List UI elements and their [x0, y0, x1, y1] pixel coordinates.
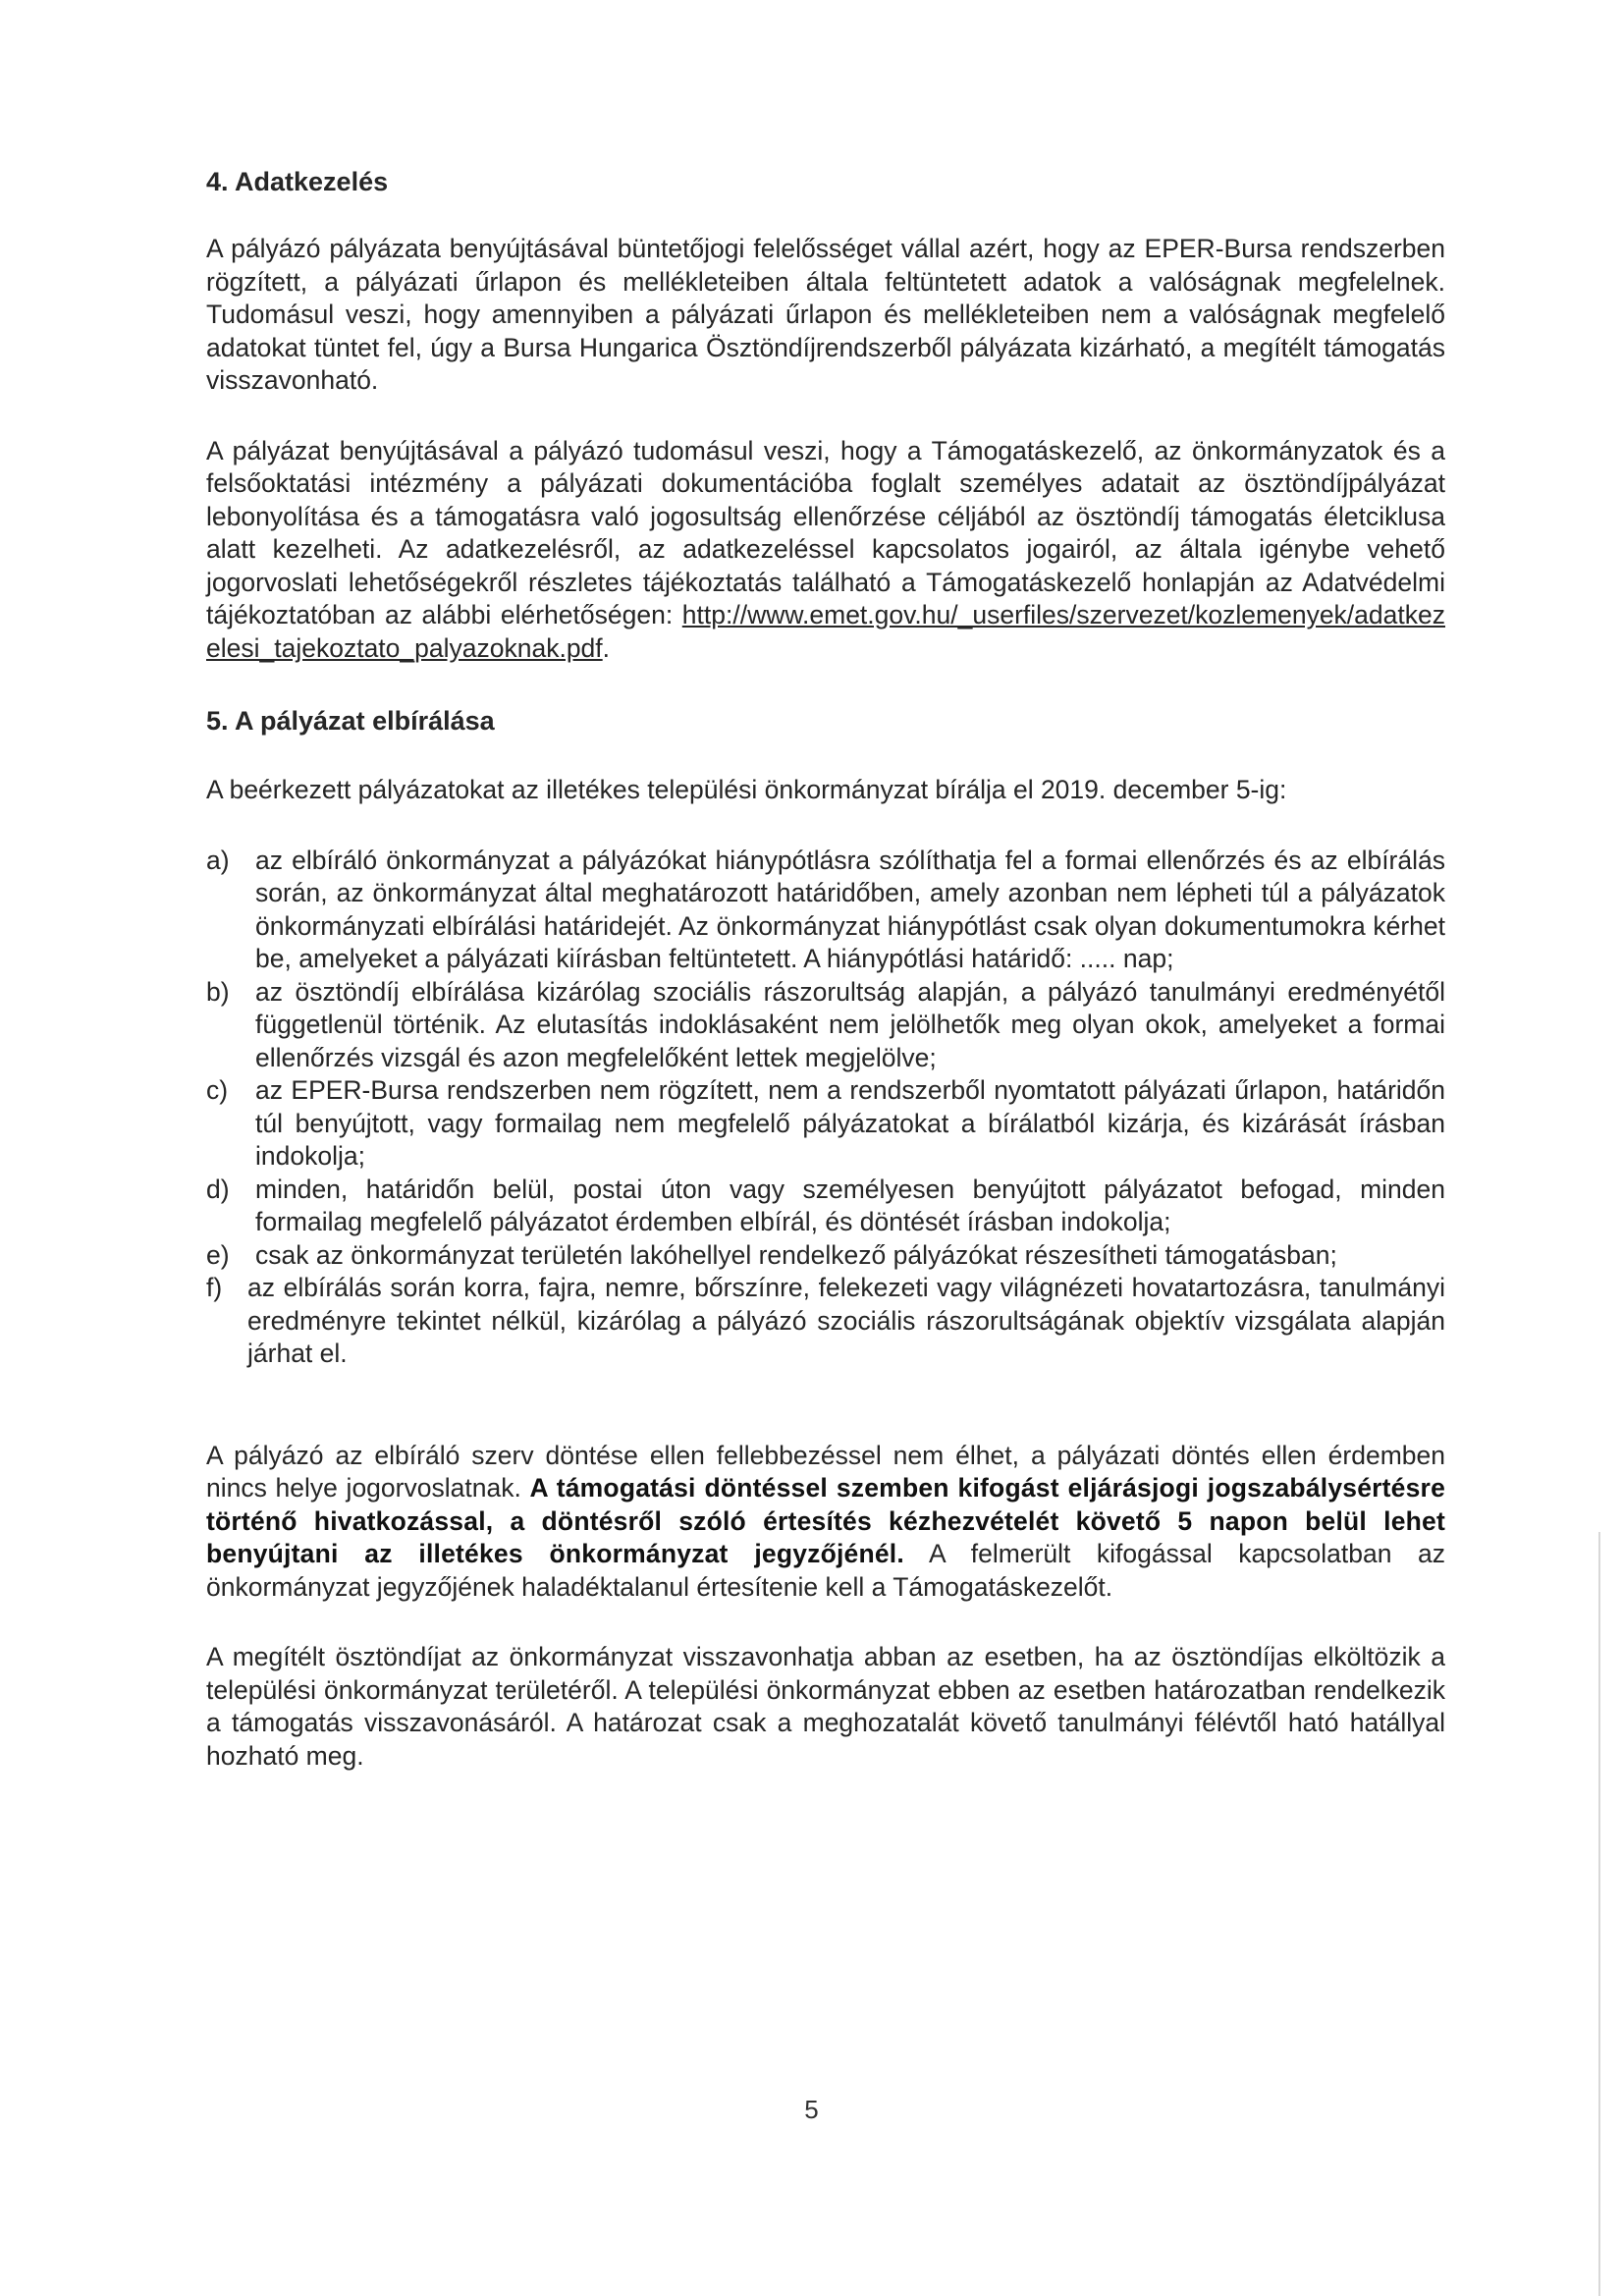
- section-4-paragraph-1: A pályázó pályázata benyújtásával büntetőjogi felelősséget vállal azért, hogy az EPER-Bursa rendszerben rögzített, a pályázati űrlapon és mellékleteiben általa feltüntetett adatok a valóságnak megfelelnek. Tudomásul veszi, hogy amennyiben a pályázati űrlapon és mellékleteiben nem a valóságnak megfelelő adatokat tüntet fel, úgy a Bursa Hungarica Ösztöndíjrendszerből pályázata kizárható, a megítélt támogatás visszavonható.: [206, 234, 1445, 395]
- document-page: [206, 165, 1445, 1773]
- section-4-title: 4. Adatkezelés: [206, 167, 389, 196]
- section-5-title: 5. A pályázat elbírálása: [206, 706, 495, 736]
- evaluation-rules-list: [206, 845, 1445, 1371]
- list-item-label: b): [206, 976, 230, 1007]
- privacy-notice-link[interactable]: http://www.emet.gov.hu/_userfiles/szervezet/kozlemenyek/adatkezelesi_tajekoztato_palyazoknak.pdf: [206, 600, 1445, 663]
- scan-edge-line: [1598, 1532, 1600, 2296]
- list-item: [206, 1174, 1445, 1239]
- list-item: [206, 976, 1445, 1075]
- list-item-label: a): [206, 845, 230, 875]
- list-item-text: csak az önkormányzat területén lakóhellyel rendelkező pályázókat részesítheti támogatásban;: [255, 1239, 1337, 1270]
- list-item-text: az elbíráló önkormányzat a pályázókat hiánypótlásra szólíthatja fel a formai ellenőrzés és az elbírálás során, az önkormányzat által meghatározott határidőben, amely azonban nem lépheti túl a pályázatok önkormányzati elbírálási határidejét. Az önkormányzat hiánypótlást csak olyan dokumentumokra kérhet be, amelyeket a pályázati kiírásban feltüntetett. A hiánypótlási határidő: ..... nap;: [255, 845, 1445, 973]
- list-item-text: az EPER-Bursa rendszerben nem rögzített, nem a rendszerből nyomtatott pályázati űrlapon, határidőn túl benyújtott, vagy formailag nem megfelelő pályázatokat a bírálatból kizárja, és kizárását írásban indokolja;: [255, 1075, 1445, 1171]
- list-item-text: minden, határidőn belül, postai úton vagy személyesen benyújtott pályázatot befogad, minden formailag megfelelő pályázatot érdemben elbírál, és döntését írásban indokolja;: [255, 1174, 1445, 1236]
- appeal-paragraph-start: A pályázó az elbíráló szerv döntése ellen fellebbezéssel nem élhet, a pályázati döntés ellen érdemben nincs helye jogorvoslatnak.: [206, 1440, 1445, 1503]
- list-item: [206, 845, 1445, 976]
- list-item-label: d): [206, 1174, 230, 1204]
- list-item-text: az ösztöndíj elbírálása kizárólag szociális rászorultság alapján, a pályázó tanulmányi eredményétől függetlenül történik. Az elutasítás indoklásaként nem jelölhetők meg olyan okok, amelyeket a formai ellenőrzés vizsgál és azon megfelelőként lettek megjelölve;: [255, 976, 1445, 1072]
- list-item-label: e): [206, 1239, 230, 1270]
- appeal-paragraph-end: A felmerült kifogással kapcsolatban az önkormányzat jegyzőjének haladéktalanul értesítenie kell a Támogatáskezelőt.: [206, 1539, 1445, 1602]
- url-trailing-period: .: [602, 632, 611, 663]
- list-item-label: c): [206, 1075, 229, 1105]
- list-item: [206, 1272, 1445, 1371]
- list-item-label: f): [206, 1273, 223, 1302]
- revocation-paragraph: A megítélt ösztöndíjat az önkormányzat visszavonhatja abban az esetben, ha az ösztöndíjas elköltözik a települési önkormányzat területéről. A települési önkormányzat ebben az esetben határozatban rendelkezik a támogatás visszavonásáról. A határozat csak a meghozatalát követő tanulmányi félévtől ható hatállyal hozható meg.: [206, 1642, 1445, 1771]
- appeal-paragraph: [206, 1440, 1445, 1605]
- page-number: 5: [804, 2095, 819, 2124]
- section-5-intro: A beérkezett pályázatokat az illetékes települési önkormányzat bírálja el 2019. december 5-ig:: [206, 775, 1287, 804]
- list-item-text: az elbírálás során korra, fajra, nemre, bőrszínre, felekezeti vagy világnézeti hovatartozásra, tanulmányi eredményre tekintet nélkül, kizárólag a pályázó szociális rászorultságának objektív vizsgálata alapján járhat el.: [247, 1273, 1445, 1368]
- appeal-paragraph-bold: A támogatási döntéssel szemben kifogást eljárásjogi jogszabálysértésre történő hivatkozással, a döntésről szóló értesítés kézhezvételét követő 5 napon belül lehet benyújtani az illetékes önkormányzat jegyzőjénél.: [206, 1473, 1446, 1568]
- section-4-paragraph-2-text: A pályázat benyújtásával a pályázó tudomásul veszi, hogy a Támogatáskezelő, az önkormányzatok és a felsőoktatási intézmény a pályázati dokumentációba foglalt személyes adatait az ösztöndíjpályázat lebonyolítása és a támogatásra való jogosultság ellenőrzése céljából az ösztöndíj támogatás életciklusa alatt kezelheti. Az adatkezelésről, az adatkezeléssel kapcsolatos jogairól, az általa igénybe vehető jogorvoslati lehetőségekről részletes tájékoztatás található a Támogatáskezelő honlapján az Adatvédelmi tájékoztatóban az alábbi elérhetőségen:: [206, 435, 1445, 629]
- list-item: [206, 1074, 1445, 1174]
- list-item: [206, 1239, 1445, 1273]
- section-4-paragraph-2: [206, 435, 1445, 666]
